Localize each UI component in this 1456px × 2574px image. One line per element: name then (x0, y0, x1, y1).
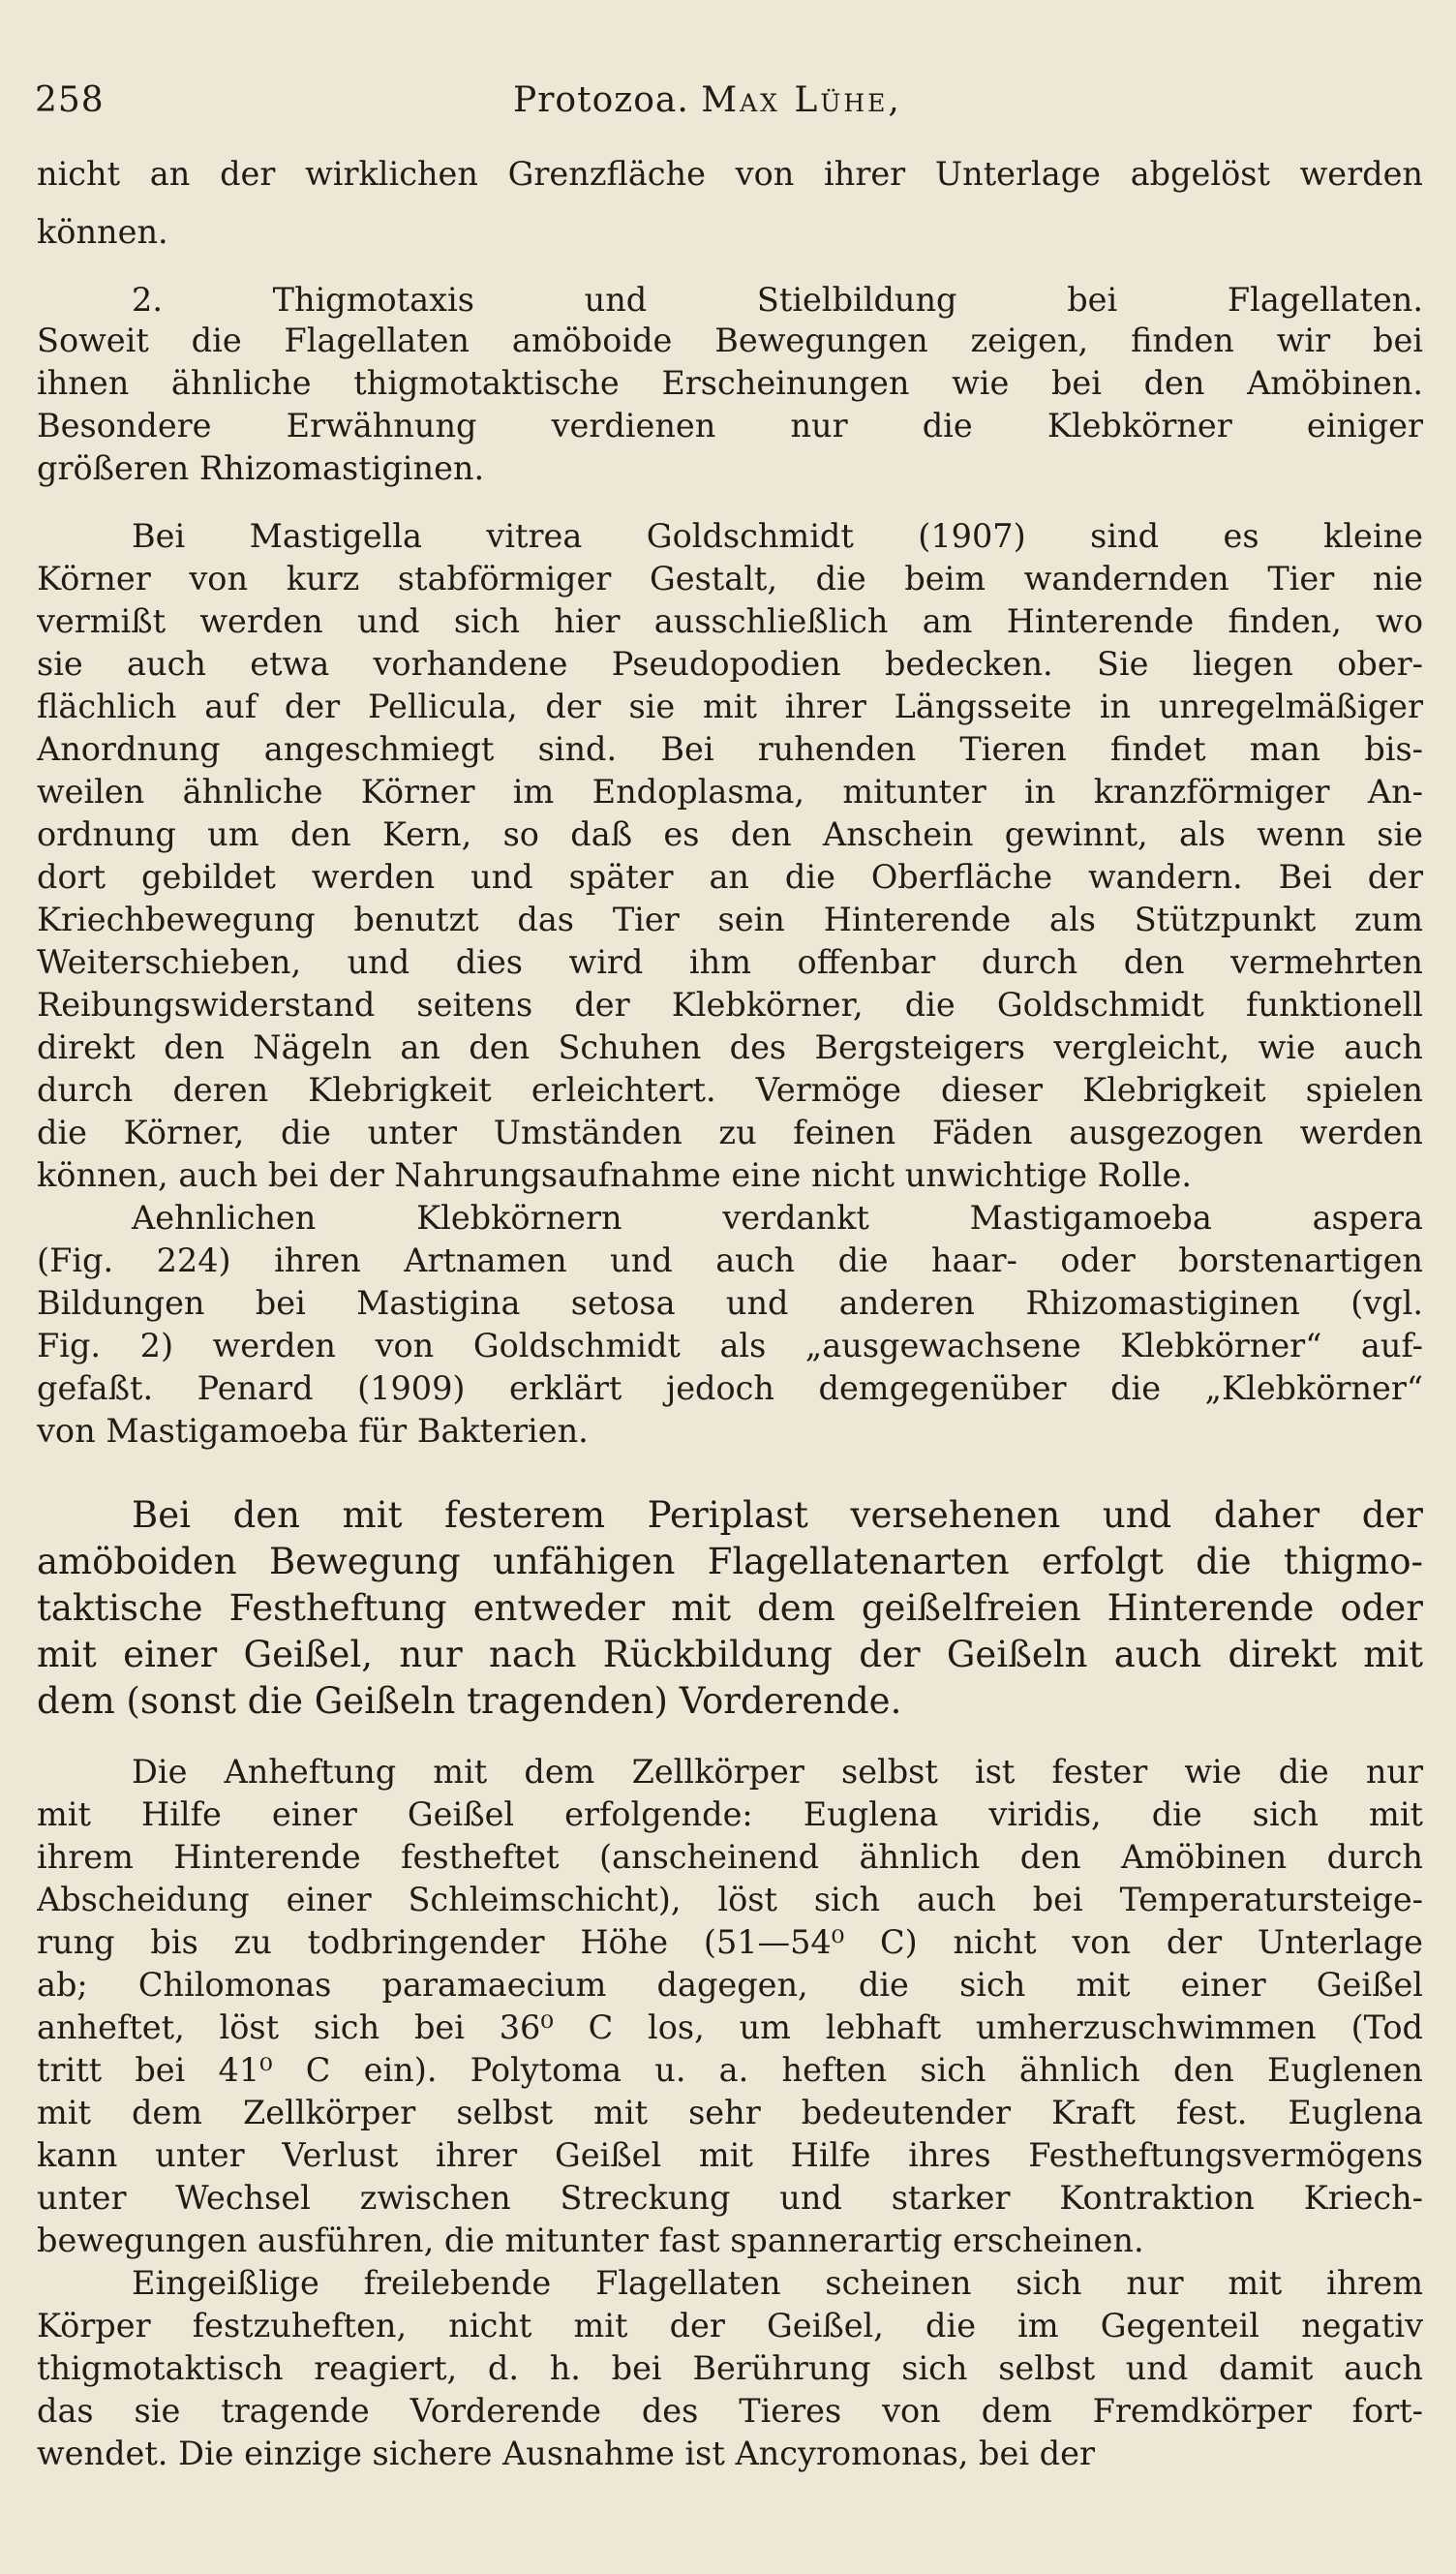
text-line: direkt den Nägeln an den Schuhen des Bergsteigers vergleicht, wie auch (37, 1028, 1423, 1066)
text-line: Abscheidung einer Schleimschicht), löst sich auch bei Temperatursteige- (37, 1881, 1423, 1918)
text-line: ihnen ähnliche thigmotaktische Erscheinungen wie bei den Amöbinen. (37, 364, 1423, 402)
text-line: Bildungen bei Mastigina setosa und anderen Rhizomastiginen (vgl. (37, 1284, 1423, 1322)
text-line: können. (37, 213, 168, 251)
text-line: ab; Chilomonas paramaecium dagegen, die sich mit einer Geißel (37, 1966, 1423, 2004)
text-line: Reibungswiderstand seitens der Klebkörner, die Goldschmidt funktionell (37, 986, 1423, 1024)
text-line: das sie tragende Vorderende des Tieres von dem Fremdkörper fort- (37, 2392, 1423, 2430)
text-line: mit Hilfe einer Geißel erfolgende: Euglena viridis, die sich mit (37, 1795, 1423, 1833)
text-line: Besondere Erwähnung verdienen nur die Klebkörner einiger (37, 407, 1423, 444)
text-line: dem (sonst die Geißeln tragenden) Vorderende. (37, 1680, 902, 1722)
text-line: mit dem Zellkörper selbst mit sehr bedeutender Kraft fest. Euglena (37, 2094, 1423, 2131)
text-line: Körner von kurz stabförmiger Gestalt, die beim wandernden Tier nie (37, 560, 1423, 598)
text-line: taktische Festheftung entweder mit dem geißelfreien Hinterende oder (37, 1587, 1423, 1629)
text-line: ordnung um den Kern, so daß es den Anschein gewinnt, als wenn sie (37, 815, 1423, 853)
page-header (35, 72, 945, 130)
text-line: amöboiden Bewegung unfähigen Flagellatenarten erfolgt die thigmo- (37, 1541, 1423, 1582)
text-line: die Körner, die unter Umständen zu feinen Fäden ausgezogen werden (37, 1114, 1423, 1151)
running-title-author: Max Lühe, (701, 80, 902, 120)
text-line: Fig. 2) werden von Goldschmidt als „ausgewachsene Klebkörner“ auf- (37, 1327, 1423, 1364)
text-line: sie auch etwa vorhandene Pseudopodien bedecken. Sie liegen ober- (37, 645, 1423, 683)
text-line: weilen ähnliche Körner im Endoplasma, mitunter in kranzförmiger An- (37, 773, 1423, 811)
text-line: vermißt werden und sich hier ausschließlich am Hinterende finden, wo (37, 602, 1423, 640)
text-line: Körper festzuheften, nicht mit der Geißel, die im Gegenteil negativ (37, 2307, 1423, 2344)
text-line: bewegungen ausführen, die mitunter fast spannerartig erscheinen. (37, 2222, 1144, 2259)
text-line: Bei den mit festerem Periplast versehenen und daher der (132, 1494, 1423, 1536)
text-line: von Mastigamoeba für Bakterien. (37, 1412, 589, 1450)
text-line: größeren Rhizomastiginen. (37, 449, 485, 487)
text-line: durch deren Klebrigkeit erleichtert. Vermöge dieser Klebrigkeit spielen (37, 1071, 1423, 1109)
text-line: Aehnlichen Klebkörnern verdankt Mastigamoeba aspera (132, 1199, 1423, 1237)
running-title (513, 72, 902, 130)
page-number: 258 (35, 80, 105, 120)
text-line: Weiterschieben, und dies wird ihm offenbar durch den vermehrten (37, 943, 1423, 981)
text-line: Soweit die Flagellaten amöboide Bewegungen zeigen, finden wir bei (37, 322, 1423, 359)
text-line: tritt bei 41⁰ C ein). Polytoma u. a. heften sich ähnlich den Euglenen (37, 2051, 1423, 2089)
text-line: kann unter Verlust ihrer Geißel mit Hilfe ihres Festheftungsvermögens (37, 2136, 1423, 2174)
text-line: Anordnung angeschmiegt sind. Bei ruhenden Tieren findet man bis- (37, 730, 1423, 768)
text-line: ihrem Hinterende festheftet (anscheinend ähnlich den Amöbinen durch (37, 1838, 1423, 1876)
text-line: rung bis zu todbringender Höhe (51—54⁰ C) nicht von der Unterlage (37, 1923, 1423, 1961)
text-line: können, auch bei der Nahrungsaufnahme eine nicht unwichtige Rolle. (37, 1156, 1192, 1194)
running-title-subject: Protozoa. (513, 80, 689, 120)
text-line: thigmotaktisch reagiert, d. h. bei Berührung sich selbst und damit auch (37, 2349, 1423, 2387)
text-line: mit einer Geißel, nur nach Rückbildung der Geißeln auch direkt mit (37, 1634, 1423, 1675)
text-line: anheftet, löst sich bei 36⁰ C los, um lebhaft umherzuschwimmen (Tod (37, 2008, 1423, 2046)
text-line: Eingeißlige freilebende Flagellaten scheinen sich nur mit ihrem (132, 2264, 1423, 2302)
text-line: gefaßt. Penard (1909) erklärt jedoch demgegenüber die „Klebkörner“ (37, 1369, 1423, 1407)
text-line: wendet. Die einzige sichere Ausnahme ist Ancyromonas, bei der (37, 2435, 1095, 2472)
text-line: dort gebildet werden und später an die Oberfläche wandern. Bei der (37, 858, 1423, 896)
text-line: (Fig. 224) ihren Artnamen und auch die haar- oder borstenartigen (37, 1241, 1423, 1279)
text-line: 2. Thigmotaxis und Stielbildung bei Flagellaten. (132, 281, 1423, 319)
text-line: Bei Mastigella vitrea Goldschmidt (1907) sind es kleine (132, 517, 1423, 555)
text-line: nicht an der wirklichen Grenzfläche von ihrer Unterlage abgelöst werden (37, 155, 1423, 193)
text-line: Die Anheftung mit dem Zellkörper selbst ist fester wie die nur (132, 1753, 1423, 1791)
text-line: flächlich auf der Pellicula, der sie mit ihrer Längsseite in unregelmäßiger (37, 688, 1423, 725)
text-line: Kriechbewegung benutzt das Tier sein Hinterende als Stützpunkt zum (37, 901, 1423, 938)
text-line: unter Wechsel zwischen Streckung und starker Kontraktion Kriech- (37, 2179, 1423, 2217)
